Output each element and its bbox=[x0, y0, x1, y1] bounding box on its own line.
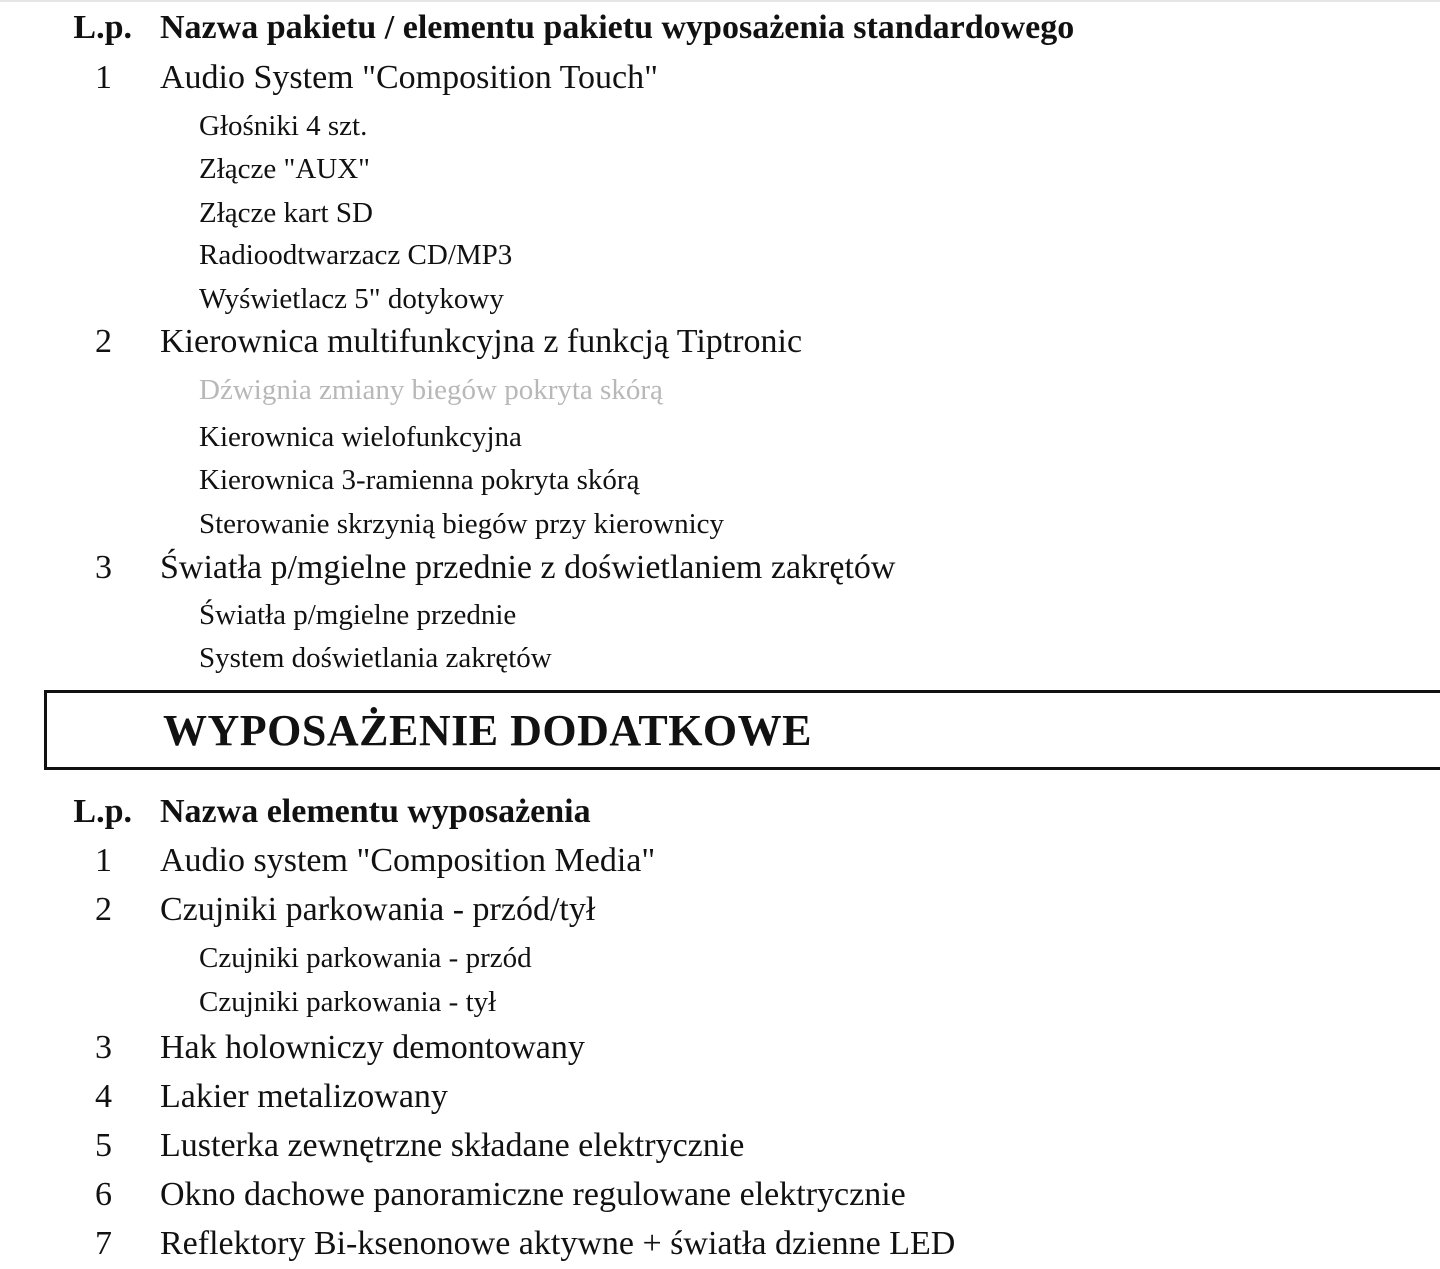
additional-header-lp: L.p. bbox=[73, 793, 132, 830]
additional-item-number: 1 bbox=[95, 842, 112, 879]
package-item: Sterowanie skrzynią biegów przy kierownicy bbox=[199, 508, 725, 540]
standard-header-name: Nazwa pakietu / elementu pakietu wyposażenia standardowego bbox=[160, 9, 1075, 46]
additional-section-title: WYPOSAŻENIE DODATKOWE bbox=[163, 706, 812, 755]
additional-item-number: 4 bbox=[95, 1078, 112, 1115]
additional-item-number: 7 bbox=[95, 1225, 112, 1262]
package-item: Kierownica wielofunkcyjna bbox=[199, 421, 522, 453]
package-item: Złącze "AUX" bbox=[199, 153, 371, 185]
additional-item-number: 3 bbox=[95, 1029, 112, 1066]
package-item: Głośniki 4 szt. bbox=[199, 110, 368, 142]
package-number: 3 bbox=[95, 549, 112, 586]
package-name: Światła p/mgielne przednie z doświetlaniem zakrętów bbox=[160, 549, 896, 586]
additional-item-name: Reflektory Bi-ksenonowe aktywne + światła dzienne LED bbox=[160, 1225, 956, 1262]
package-number: 1 bbox=[95, 59, 112, 96]
additional-header-name: Nazwa elementu wyposażenia bbox=[160, 793, 591, 830]
additional-item-name: Okno dachowe panoramiczne regulowane elektrycznie bbox=[160, 1176, 906, 1213]
standard-header-lp: L.p. bbox=[73, 9, 132, 46]
package-name: Audio System "Composition Touch" bbox=[160, 59, 658, 96]
additional-item-name: Lusterka zewnętrzne składane elektrycznie bbox=[160, 1127, 745, 1164]
additional-section-box bbox=[44, 690, 1440, 770]
additional-item-name: Audio system "Composition Media" bbox=[160, 842, 656, 879]
package-name: Kierownica multifunkcyjna z funkcją Tiptronic bbox=[160, 323, 803, 360]
package-item-faded: Dźwignia zmiany biegów pokryta skórą bbox=[199, 374, 663, 406]
package-number: 2 bbox=[95, 323, 112, 360]
package-item: Wyświetlacz 5" dotykowy bbox=[199, 283, 504, 315]
additional-item-number: 6 bbox=[95, 1176, 112, 1213]
package-item: Radioodtwarzacz CD/MP3 bbox=[199, 239, 513, 271]
additional-item-number: 2 bbox=[95, 891, 112, 928]
package-item: Złącze kart SD bbox=[199, 197, 373, 229]
additional-sub-item: Czujniki parkowania - tył bbox=[199, 986, 497, 1018]
package-item: System doświetlania zakrętów bbox=[199, 642, 552, 674]
package-item: Kierownica 3-ramienna pokryta skórą bbox=[199, 464, 640, 496]
top-divider bbox=[0, 0, 1440, 2]
additional-item-name: Hak holowniczy demontowany bbox=[160, 1029, 585, 1066]
package-item: Światła p/mgielne przednie bbox=[199, 599, 517, 631]
additional-item-name: Czujniki parkowania - przód/tył bbox=[160, 891, 596, 928]
additional-sub-item: Czujniki parkowania - przód bbox=[199, 942, 532, 974]
additional-item-number: 5 bbox=[95, 1127, 112, 1164]
additional-item-name: Lakier metalizowany bbox=[160, 1078, 448, 1115]
